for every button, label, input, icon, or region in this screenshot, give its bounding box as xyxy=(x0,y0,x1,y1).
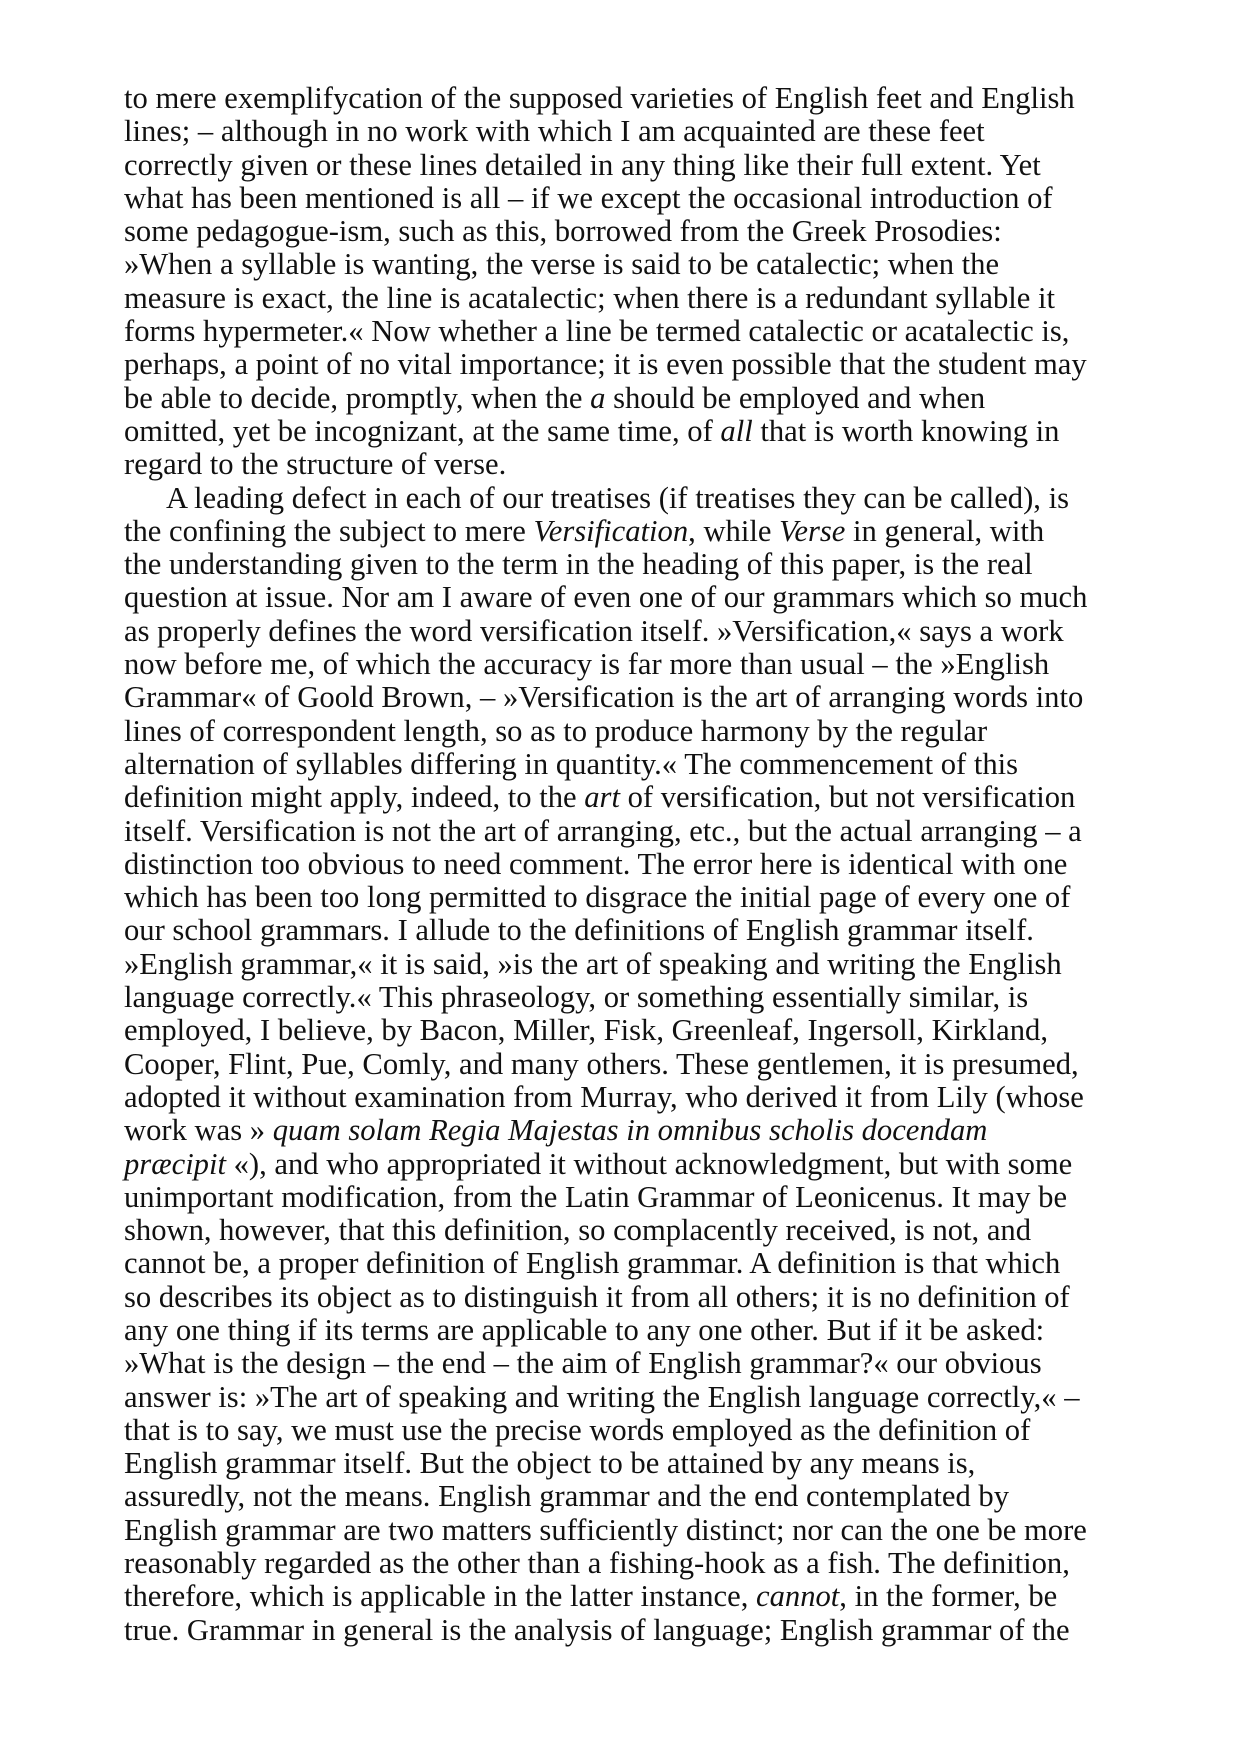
text-line xyxy=(124,1281,1184,1314)
text-run: in general, with xyxy=(845,513,1045,548)
italic-run: præcipit xyxy=(124,1146,226,1181)
paragraph-2 xyxy=(124,482,1184,1647)
text-run: be able to decide, promptly, when the xyxy=(124,380,591,415)
text-run: which has been too long permitted to disgrace the initial page of every one of xyxy=(124,880,1071,915)
text-line xyxy=(124,1181,1184,1214)
text-line xyxy=(124,215,1184,248)
italic-run: quam solam Regia Majestas in omnibus scholis docendam xyxy=(272,1113,988,1148)
text-line xyxy=(124,848,1184,881)
text-run: Grammar« of Goold Brown, – »Versification is the art of arranging words into xyxy=(124,680,1084,715)
text-line xyxy=(124,1214,1184,1247)
text-line xyxy=(124,648,1184,681)
text-run: question at issue. Nor am I aware of even one of our grammars which so much xyxy=(124,580,1088,615)
text-run: »When a syllable is wanting, the verse is said to be catalectic; when the xyxy=(124,247,1000,282)
text-line xyxy=(124,515,1184,548)
text-line xyxy=(124,448,1184,481)
text-line xyxy=(124,981,1184,1014)
text-line xyxy=(124,1081,1184,1114)
text-line xyxy=(124,581,1184,614)
text-line xyxy=(124,1547,1184,1580)
text-line xyxy=(124,715,1184,748)
text-run: reasonably regarded as the other than a fishing-hook as a fish. The definition, xyxy=(124,1546,1070,1581)
text-line xyxy=(124,1014,1184,1047)
text-run: our school grammars. I allude to the definitions of English grammar itself. xyxy=(124,913,1034,948)
text-run: employed, I believe, by Bacon, Miller, Fisk, Greenleaf, Ingersoll, Kirkland, xyxy=(124,1013,1048,1048)
text-run: lines of correspondent length, so as to produce harmony by the regular xyxy=(124,713,988,748)
text-run: shown, however, that this definition, so complacently received, is not, and xyxy=(124,1213,1032,1248)
text-line xyxy=(124,1048,1184,1081)
text-run: the confining the subject to mere xyxy=(124,513,534,548)
text-run: English grammar are two matters sufficiently distinct; nor can the one be more xyxy=(124,1512,1087,1547)
text-run: that is to say, we must use the precise words employed as the definition of xyxy=(124,1412,1031,1447)
text-run: A leading defect in each of our treatises (if treatises they can be called), is xyxy=(166,480,1069,515)
text-run: «), and who appropriated it without acknowledgment, but with some xyxy=(225,1146,1073,1181)
text-line xyxy=(124,681,1184,714)
text-line xyxy=(124,1114,1184,1147)
text-run: therefore, which is applicable in the latter instance, xyxy=(124,1579,757,1614)
text-line xyxy=(124,1514,1184,1547)
text-line xyxy=(124,282,1184,315)
text-line xyxy=(124,348,1184,381)
text-run: lines; – although in no work with which I am acquainted are these feet xyxy=(124,114,985,149)
text-line xyxy=(124,548,1184,581)
text-line xyxy=(124,1381,1184,1414)
text-line xyxy=(124,182,1184,215)
text-run: true. Grammar in general is the analysis of language; English grammar of the xyxy=(124,1612,1070,1647)
text-line xyxy=(124,748,1184,781)
text-run: distinction too obvious to need comment. The error here is identical with one xyxy=(124,846,1068,881)
italic-run: a xyxy=(590,380,606,415)
document-page xyxy=(124,82,1184,1647)
text-line xyxy=(124,1314,1184,1347)
text-run: measure is exact, the line is acatalectic; when there is a redundant syllable it xyxy=(124,280,1056,315)
text-run: , in the former, be xyxy=(839,1579,1058,1614)
text-run: work was » xyxy=(124,1113,273,1148)
text-run: the understanding given to the term in the heading of this paper, is the real xyxy=(124,547,1033,582)
text-run: forms hypermeter.« Now whether a line be termed catalectic or acatalectic is, xyxy=(124,314,1070,349)
text-line xyxy=(124,115,1184,148)
text-run: assuredly, not the means. English grammar and the end contemplated by xyxy=(124,1479,1009,1514)
text-line xyxy=(124,1580,1184,1613)
italic-run: all xyxy=(720,413,753,448)
text-line xyxy=(124,1247,1184,1280)
text-run: regard to the structure of verse. xyxy=(124,447,507,482)
text-line xyxy=(124,315,1184,348)
text-line xyxy=(124,482,1184,515)
text-line xyxy=(124,1447,1184,1480)
text-line xyxy=(124,914,1184,947)
text-line xyxy=(124,615,1184,648)
text-line xyxy=(124,1347,1184,1380)
text-run: that is worth knowing in xyxy=(752,413,1060,448)
italic-run: Verse xyxy=(779,513,846,548)
italic-run: art xyxy=(584,780,620,815)
text-line xyxy=(124,1480,1184,1513)
text-run: omitted, yet be incognizant, at the same time, of xyxy=(124,413,721,448)
italic-run: cannot xyxy=(756,1579,840,1614)
text-run: , while xyxy=(688,513,780,548)
italic-run: Versification xyxy=(533,513,689,548)
text-line xyxy=(124,149,1184,182)
text-run: so describes its object as to distinguish it from all others; it is no definition of xyxy=(124,1279,1070,1314)
text-run: some pedagogue-ism, such as this, borrowed from the Greek Prosodies: xyxy=(124,214,1002,249)
text-run: »English grammar,« it is said, »is the art of speaking and writing the English xyxy=(124,946,1062,981)
text-run: what has been mentioned is all – if we except the occasional introduction of xyxy=(124,180,1053,215)
text-line xyxy=(124,1148,1184,1181)
text-run: cannot be, a proper definition of English grammar. A definition is that which xyxy=(124,1246,1061,1281)
text-run: alternation of syllables differing in quantity.« The commencement of this xyxy=(124,746,1019,781)
text-run: language correctly.« This phraseology, or something essentially similar, is xyxy=(124,980,1029,1015)
text-run: any one thing if its terms are applicable to any one other. But if it be asked: xyxy=(124,1312,1045,1347)
text-run: answer is: »The art of speaking and writing the English language correctly,« – xyxy=(124,1379,1080,1414)
text-line xyxy=(124,248,1184,281)
text-run: definition might apply, indeed, to the xyxy=(124,780,585,815)
text-line xyxy=(124,382,1184,415)
text-line xyxy=(124,1414,1184,1447)
text-run: itself. Versification is not the art of arranging, etc., but the actual arranging – a xyxy=(124,813,1082,848)
text-run: Cooper, Flint, Pue, Comly, and many others. These gentlemen, it is presumed, xyxy=(124,1046,1079,1081)
text-run: now before me, of which the accuracy is far more than usual – the »English xyxy=(124,647,1050,682)
text-line xyxy=(124,82,1184,115)
text-line xyxy=(124,815,1184,848)
text-run: English grammar itself. But the object to be attained by any means is, xyxy=(124,1446,976,1481)
text-run: as properly defines the word versification itself. »Versification,« says a work xyxy=(124,613,1064,648)
text-line xyxy=(124,881,1184,914)
text-line xyxy=(124,1614,1184,1647)
text-run: to mere exemplifycation of the supposed varieties of English feet and English xyxy=(124,81,1075,115)
text-line xyxy=(124,781,1184,814)
text-run: of versification, but not versification xyxy=(619,780,1076,815)
text-line xyxy=(124,948,1184,981)
text-run: perhaps, a point of no vital importance; it is even possible that the student may xyxy=(124,347,1087,382)
text-run: »What is the design – the end – the aim of English grammar?« our obvious xyxy=(124,1346,1042,1381)
text-run: correctly given or these lines detailed in any thing like their full extent. Yet xyxy=(124,147,1041,182)
paragraph-1 xyxy=(124,82,1184,482)
text-line xyxy=(124,415,1184,448)
text-run: should be employed and when xyxy=(605,380,986,415)
text-run: unimportant modification, from the Latin Grammar of Leonicenus. It may be xyxy=(124,1179,1068,1214)
text-run: adopted it without examination from Murray, who derived it from Lily (whose xyxy=(124,1079,1084,1114)
